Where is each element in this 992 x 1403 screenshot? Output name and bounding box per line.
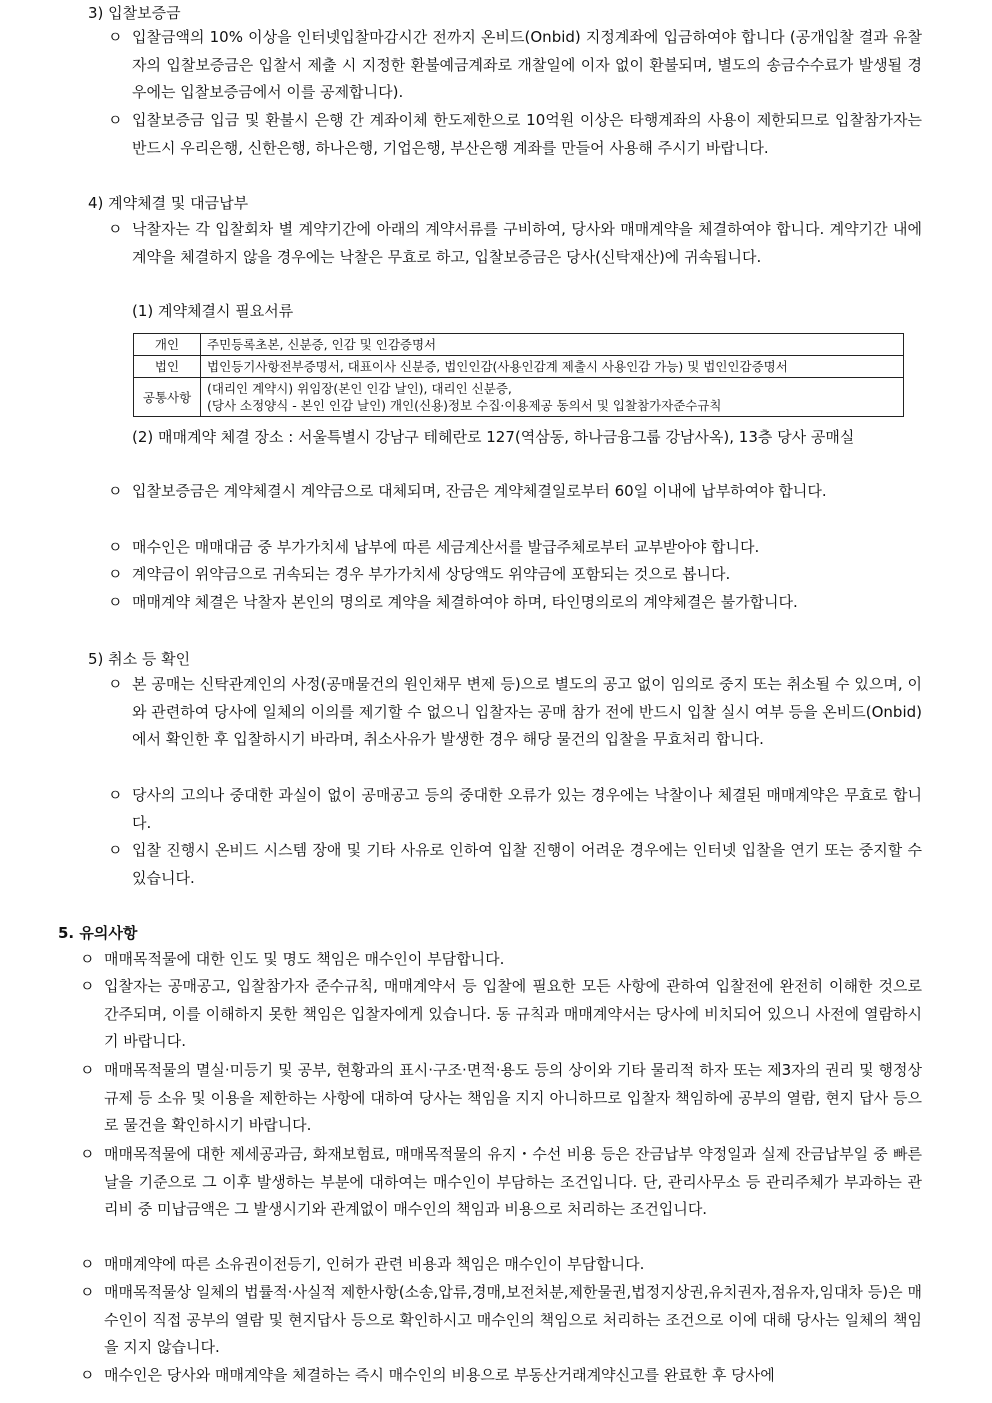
bullet-icon: ㅇ: [80, 950, 95, 968]
heading-notice: 5. 유의사항: [58, 924, 138, 942]
table-cell-key: 개인: [134, 334, 201, 356]
bullet-icon: ㅇ: [108, 111, 123, 129]
list-item-text: 당사의 고의나 중대한 과실이 없이 공매공고 등의 중대한 오류가 있는 경우에는 낙찰이나 체결된 매매계약은 무효로 합니다.: [132, 786, 922, 832]
bullet-icon: ㅇ: [80, 1255, 95, 1273]
list-item: [108, 782, 922, 837]
table-row: [134, 356, 904, 378]
bullet-icon: ㅇ: [108, 28, 123, 46]
heading-deposit: 3) 입찰보증금: [88, 4, 181, 22]
bullet-icon: ㅇ: [80, 1061, 95, 1079]
list-item-text: 입찰자는 공매공고, 입찰참가자 준수규칙, 매매계약서 등 입찰에 필요한 모든 사항에 관하여 입찰전에 완전히 이해한 것으로 간주되며, 이를 이해하지 못한 책임은 입찰자에게 있습니다. 동 규칙과 매매계약서는 당사에 비치되어 있으니 사전에 열람하시기 바랍니다.: [104, 977, 922, 1050]
bullet-icon: ㅇ: [108, 675, 123, 693]
required-docs-table: [133, 333, 904, 417]
list-item: [80, 1279, 922, 1362]
list-item: [108, 671, 922, 754]
bullet-icon: ㅇ: [108, 538, 123, 556]
bullet-icon: ㅇ: [108, 786, 123, 804]
list-item: [80, 1251, 922, 1279]
list-item: [108, 561, 922, 589]
list-item: [108, 837, 922, 892]
bullet-icon: ㅇ: [108, 482, 123, 500]
list-item-text: 입찰 진행시 온비드 시스템 장애 및 기타 사유로 인하여 입찰 진행이 어려운 경우에는 인터넷 입찰을 연기 또는 중지할 수 있습니다.: [132, 841, 922, 887]
list-item-text: 매매목적물에 대한 인도 및 명도 책임은 매수인이 부담합니다.: [104, 950, 505, 968]
heading-cancel: 5) 취소 등 확인: [88, 650, 191, 668]
docs-title: (1) 계약체결시 필요서류: [132, 302, 294, 320]
list-item: [80, 1057, 922, 1140]
list-item: [80, 1362, 922, 1390]
list-item-text: 입찰보증금 입금 및 환불시 은행 간 계좌이체 한도제한으로 10억원 이상은 타행계좌의 사용이 제한되므로 입찰참가자는 반드시 우리은행, 신한은행, 하나은행, 기업은행, 부산은행 계좌를 만들어 사용해 주시기 바랍니다.: [132, 111, 922, 157]
list-item-text: 계약금이 위약금으로 귀속되는 경우 부가가치세 상당액도 위약금에 포함되는 것으로 봅니다.: [132, 565, 731, 583]
list-item-text: 낙찰자는 각 입찰회차 별 계약기간에 아래의 계약서류를 구비하여, 당사와 매매계약을 체결하여야 합니다. 계약기간 내에 계약을 체결하지 않을 경우에는 낙찰은 무효로 하고, 입찰보증금은 당사(신탁재산)에 귀속됩니다.: [132, 220, 922, 266]
list-item: [108, 107, 922, 162]
table-cell-value: 주민등록초본, 신분증, 인감 및 인감증명서: [201, 334, 904, 356]
list-item: [80, 946, 922, 974]
list-item-text: 입찰금액의 10% 이상을 인터넷입찰마감시간 전까지 온비드(Onbid) 지정계좌에 입금하여야 합니다 (공개입찰 결과 유찰자의 입찰보증금은 입찰서 제출 시 지정한 환불예금계좌로 개찰일에 이자 없이 환불되며, 별도의 송금수수료가 발생될 경우에는 입찰보증금에서 이를 공제합니다).: [132, 28, 922, 101]
table-cell-value: 법인등기사항전부증명서, 대표이사 신분증, 법인인감(사용인감계 제출시 사용인감 가능) 및 법인인감증명서: [201, 356, 904, 378]
table-cell-key: 법인: [134, 356, 201, 378]
list-item-text: 매매목적물상 일체의 법률적·사실적 제한사항(소송,압류,경매,보전처분,제한물권,법정지상권,유치권자,점유자,임대차 등)은 매수인이 직접 공부의 열람 및 현지답사 등으로 확인하시고 매수인의 책임으로 처리하는 조건으로 이에 대해 당사는 일체의 책임을 지지 않습니다.: [104, 1283, 922, 1356]
heading-contract: 4) 계약체결 및 대금납부: [88, 194, 249, 212]
bullet-icon: ㅇ: [80, 1145, 95, 1163]
bullet-icon: ㅇ: [108, 841, 123, 859]
list-item-text: 매매계약에 따른 소유권이전등기, 인허가 관련 비용과 책임은 매수인이 부담합니다.: [104, 1255, 645, 1273]
list-item-text: 본 공매는 신탁관계인의 사정(공매물건의 원인채무 변제 등)으로 별도의 공고 없이 임의로 중지 또는 취소될 수 있으며, 이와 관련하여 당사에 일체의 이의를 제기할 수 없으니 입찰자는 공매 참가 전에 반드시 입찰 실시 여부 등을 온비드(Onbid)에서 확인한 후 입찰하시기 바라며, 취소사유가 발생한 경우 해당 물건의 입찰을 무효처리 합니다.: [132, 675, 922, 748]
list-item: [108, 216, 922, 271]
bullet-icon: ㅇ: [80, 1283, 95, 1301]
list-item-text: 매수인은 매매대금 중 부가가치세 납부에 따른 세금계산서를 발급주체로부터 교부받아야 합니다.: [132, 538, 760, 556]
list-item: [108, 24, 922, 107]
list-item-text: 매매목적물에 대한 제세공과금, 화재보험료, 매매목적물의 유지・수선 비용 등은 잔금납부 약정일과 실제 잔금납부일 중 빠른 날을 기준으로 그 이후 발생하는 부분에 대하여는 매수인이 부담하는 조건입니다. 단, 관리사무소 등 관리주체가 부과하는 관리비 중 미납금액은 그 발생시기와 관계없이 매수인의 책임과 비용으로 처리하는 조건입니다.: [104, 1145, 922, 1218]
table-row: [134, 334, 904, 356]
bullet-icon: ㅇ: [108, 220, 123, 238]
list-item-text: 매수인은 당사와 매매계약을 체결하는 즉시 매수인의 비용으로 부동산거래계약신고를 완료한 후 당사에: [104, 1366, 775, 1384]
list-item: [80, 1141, 922, 1224]
list-item: [80, 973, 922, 1056]
contract-place-text: (2) 매매계약 체결 장소 : 서울특별시 강남구 테헤란로 127(역삼동, 하나금융그룹 강남사옥), 13층 당사 공매실: [132, 428, 855, 446]
list-item-text: 매매계약 체결은 낙찰자 본인의 명의로 계약을 체결하여야 하며, 타인명의로의 계약체결은 불가합니다.: [132, 593, 798, 611]
bullet-icon: ㅇ: [108, 593, 123, 611]
list-item-text: 매매목적물의 멸실·미등기 및 공부, 현황과의 표시·구조·면적·용도 등의 상이와 기타 물리적 하자 또는 제3자의 권리 및 행정상 규제 등 소유 및 이용을 제한하는 사항에 대하여 당사는 책임을 지지 아니하므로 입찰자 책임하에 공부의 열람, 현지 답사 등으로 물건을 확인하시기 바랍니다.: [104, 1061, 922, 1134]
table-cell-line: (대리인 계약시) 위임장(본인 인감 날인), 대리인 신분증,: [207, 381, 512, 396]
table-cell-line: (당사 소정양식 - 본인 인감 날인) 개인(신용)정보 수집·이용제공 동의서 및 입찰참가자준수규칙: [207, 398, 722, 413]
table-cell-key: 공통사항: [134, 378, 201, 417]
bullet-icon: ㅇ: [80, 977, 95, 995]
bullet-icon: ㅇ: [108, 565, 123, 583]
list-item: [108, 534, 922, 562]
list-item-text: 입찰보증금은 계약체결시 계약금으로 대체되며, 잔금은 계약체결일로부터 60일 이내에 납부하여야 합니다.: [132, 482, 827, 500]
bullet-icon: ㅇ: [80, 1366, 95, 1384]
table-cell-value: [201, 378, 904, 417]
contract-place: [132, 424, 922, 452]
list-item: [108, 478, 922, 506]
list-item: [108, 589, 922, 617]
table-row: [134, 378, 904, 417]
